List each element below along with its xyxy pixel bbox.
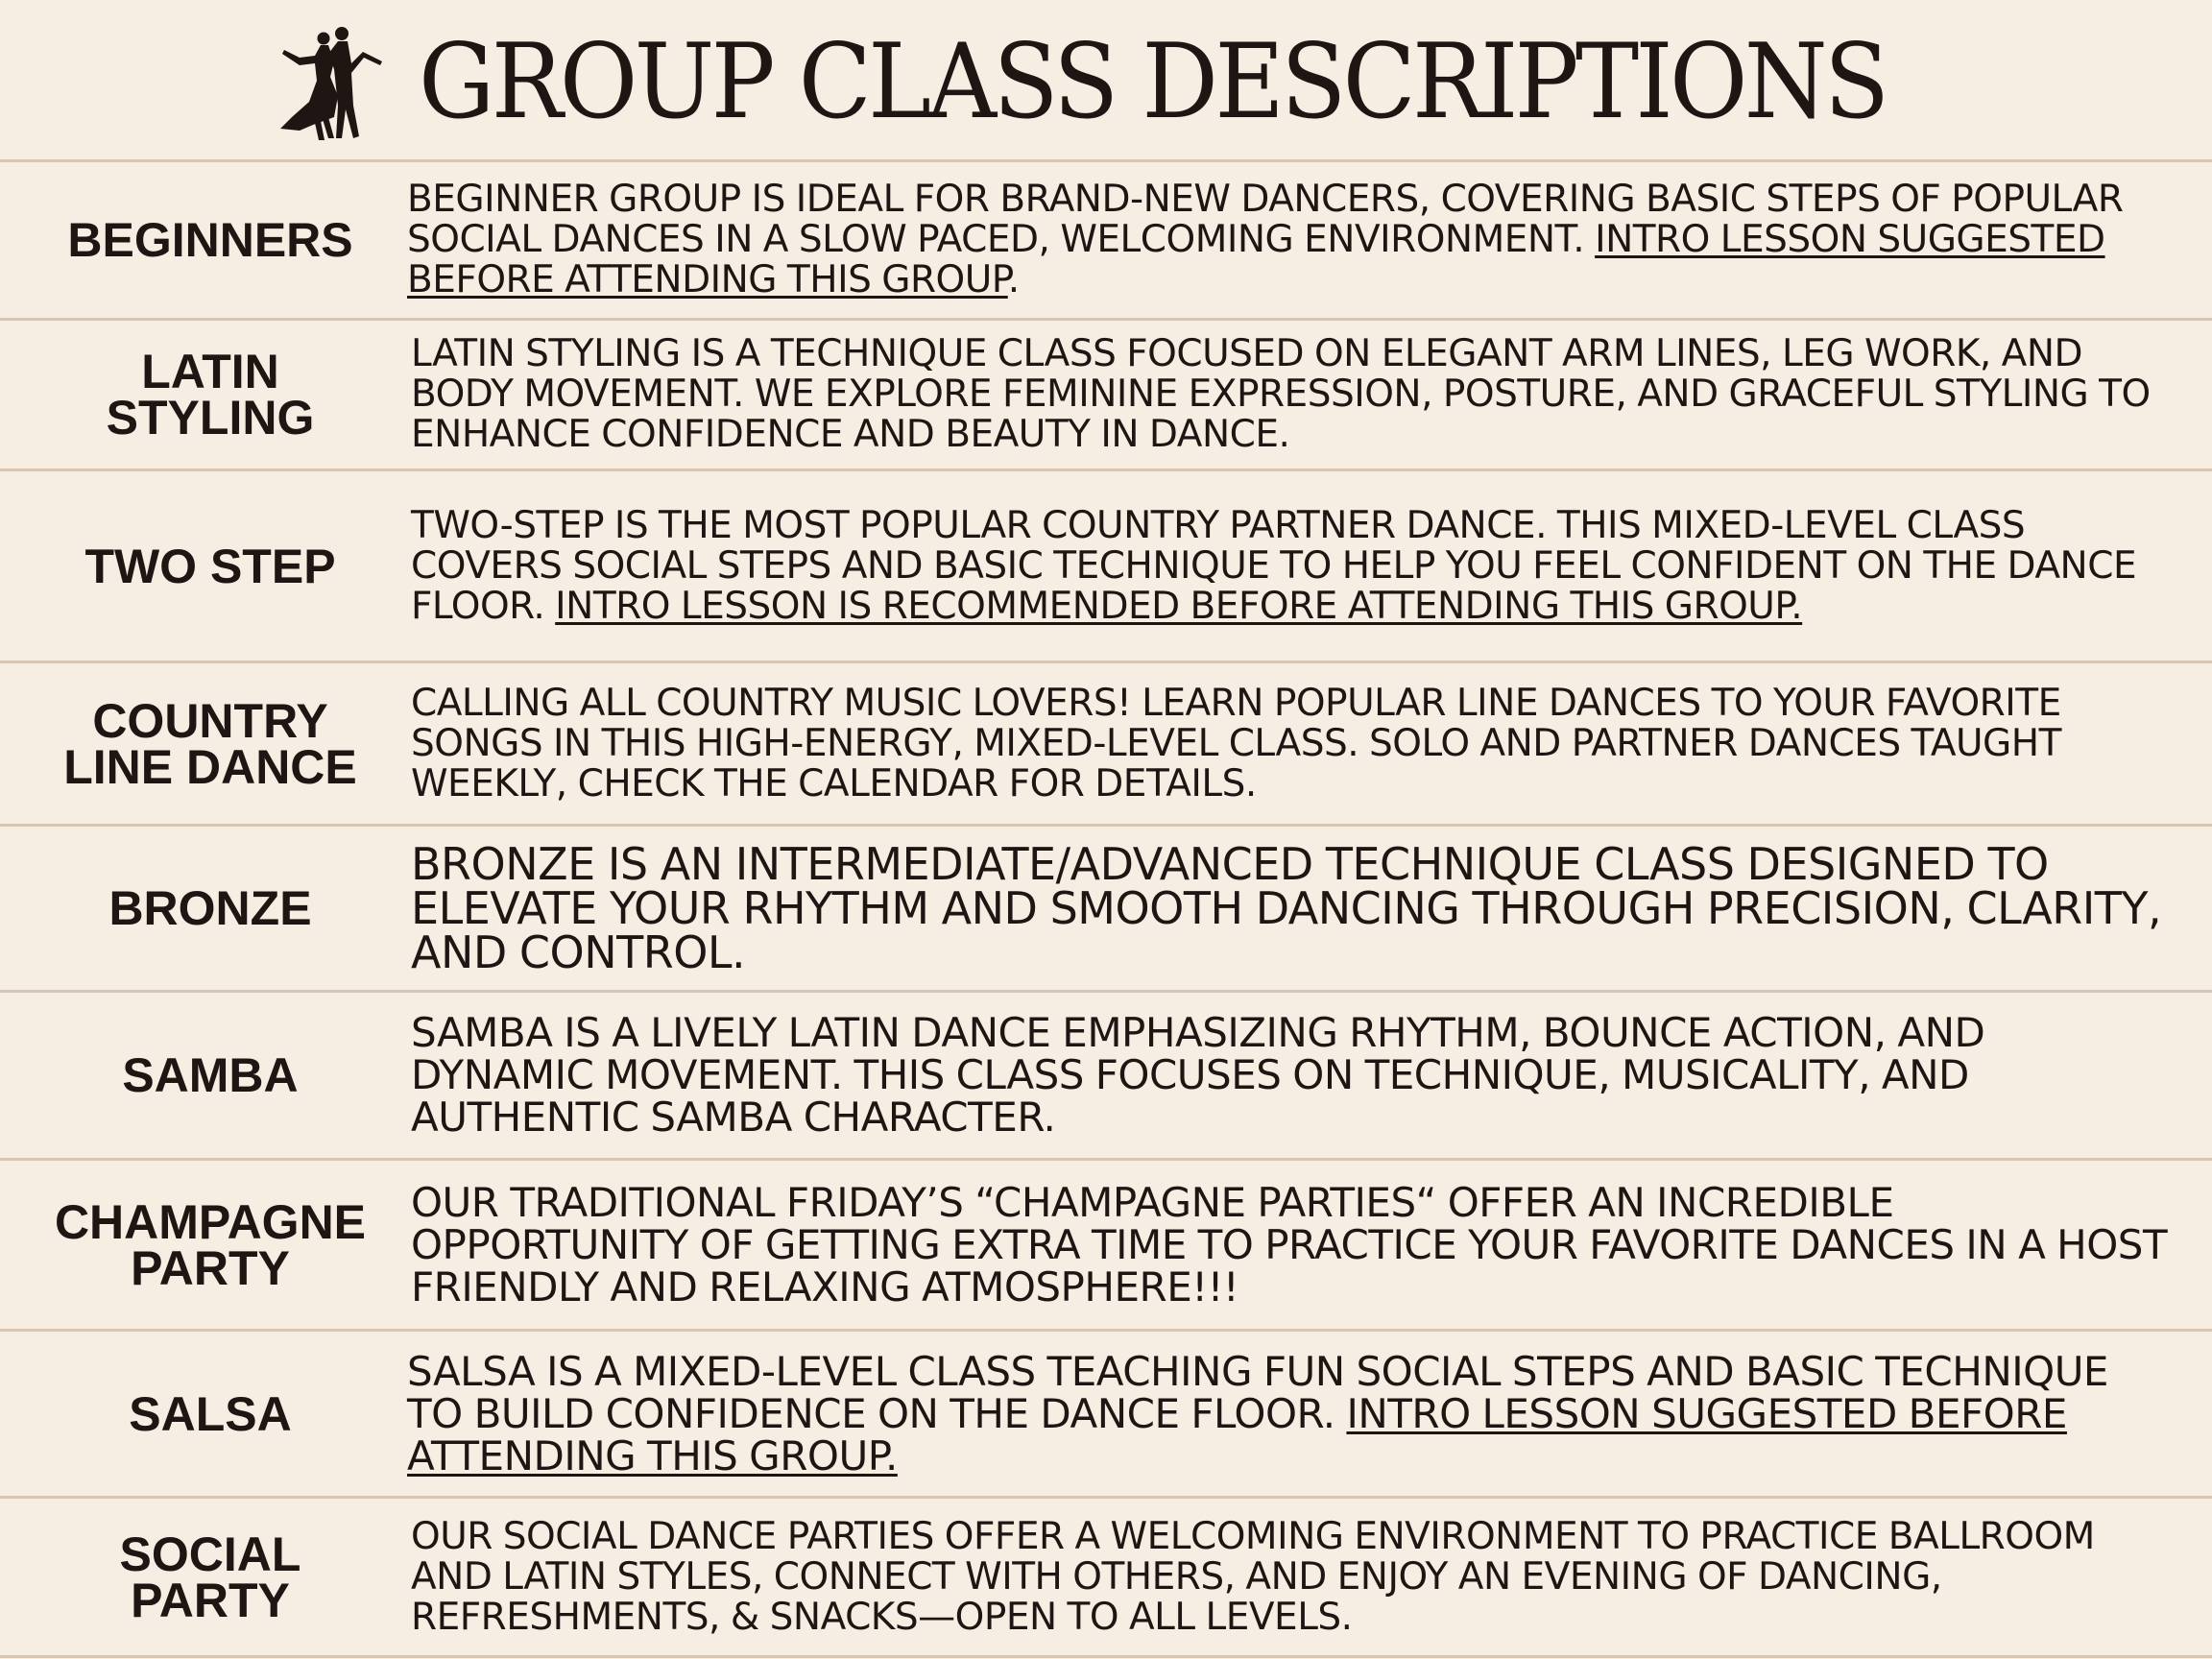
class-name-line: SALSA: [129, 1386, 292, 1441]
class-name: [10, 1332, 411, 1496]
class-description: [411, 663, 2174, 824]
class-description-text: [411, 503, 2174, 628]
class-description: [411, 993, 2174, 1158]
class-name: [10, 1161, 411, 1329]
description-body: SALSA IS A MIXED-LEVEL CLASS TEACHING FUN SOCIAL STEPS AND BASIC TECHNIQUE TO BUILD CONFIDENCE ON THE DANCE FLOOR.: [407, 1347, 2108, 1437]
class-row-two-step: [0, 471, 2212, 661]
class-description-text: OUR SOCIAL DANCE PARTIES OFFER A WELCOMING ENVIRONMENT TO PRACTICE BALLROOM AND LATIN STYLES, CONNECT WITH OTHERS, AND ENJOY AN EVENING OF DANCING, REFRESHMENTS, & SNACKS—OPEN TO ALL LEVELS.: [411, 1515, 2095, 1639]
class-name-line: SOCIAL: [119, 1527, 301, 1581]
class-row-social-party: [0, 1499, 2212, 1656]
class-description-text: [407, 1347, 2170, 1479]
class-name-line: TWO STEP: [84, 539, 336, 593]
class-description: [411, 321, 2174, 469]
class-name: [10, 827, 411, 990]
class-name-line: STYLING: [106, 391, 315, 445]
class-name-line: PARTY: [131, 1240, 290, 1295]
class-description: [411, 471, 2174, 661]
class-name: [10, 321, 411, 469]
class-name-line: LATIN: [141, 345, 279, 398]
description-body: BEGINNER GROUP IS IDEAL FOR BRAND-NEW DANCERS, COVERING BASIC STEPS OF POPULAR SOCIAL DANCES IN A SLOW PACED, WELCOMING ENVIRONMENT.: [407, 178, 2124, 261]
class-name: [10, 1499, 411, 1656]
class-name-line: BEGINNERS: [67, 213, 353, 267]
class-description: [411, 827, 2174, 990]
class-name-line: PARTY: [131, 1574, 290, 1627]
class-row-beginners: [0, 162, 2212, 318]
class-name: [10, 993, 411, 1158]
description-body: TWO-STEP IS THE MOST POPULAR COUNTRY PARTNER DANCE. THIS MIXED-LEVEL CLASS COVERS SOCIAL STEPS AND BASIC TECHNIQUE TO HELP YOU FEEL CONFIDENT ON THE DANCE FLOOR.: [411, 503, 2137, 628]
class-row-bronze: [0, 827, 2212, 990]
class-name-line: LINE DANCE: [63, 739, 357, 794]
class-name-line: CHAMPAGNE: [54, 1194, 367, 1249]
divider: [0, 1655, 2212, 1658]
class-description-text: LATIN STYLING IS A TECHNIQUE CLASS FOCUSED ON ELEGANT ARM LINES, LEG WORK, AND BODY MOVEMENT. WE EXPLORE FEMININE EXPRESSION, POSTURE, AND GRACEFUL STYLING TO ENHANCE CONFIDENCE AND BEAUTY IN DANCE.: [411, 332, 2151, 456]
page-title: GROUP CLASS DESCRIPTIONS: [419, 22, 1887, 142]
class-row-country-line-dance: [0, 663, 2212, 824]
class-description: [407, 1332, 2170, 1496]
class-description: [407, 162, 2170, 318]
intro-lesson-note: INTRO LESSON IS RECOMMENDED BEFORE ATTENDING THIS GROUP.: [555, 584, 1803, 628]
class-description: [411, 1161, 2174, 1329]
class-name: [10, 663, 411, 824]
class-name-line: COUNTRY: [92, 693, 328, 748]
class-description-text: [407, 180, 2170, 301]
class-row-samba: [0, 993, 2212, 1158]
class-description: [411, 1499, 2174, 1656]
intro-lesson-note: INTRO LESSON SUGGESTED BEFORE ATTENDING THIS GROUP: [407, 218, 2105, 301]
class-name: [10, 162, 411, 318]
class-description-text: BRONZE IS AN INTERMEDIATE/ADVANCED TECHNIQUE CLASS DESIGNED TO ELEVATE YOUR RHYTHM AND SMOOTH DANCING THROUGH PRECISION, CLARITY, AND CONTROL.: [411, 838, 2162, 978]
class-name-line: SAMBA: [122, 1048, 299, 1102]
class-description-text: CALLING ALL COUNTRY MUSIC LOVERS! LEARN POPULAR LINE DANCES TO YOUR FAVORITE SONGS IN THIS HIGH-ENERGY, MIXED-LEVEL CLASS. SOLO AND PARTNER DANCES TAUGHT WEEKLY, CHECK THE CALENDAR FOR DETAILS.: [411, 681, 2061, 805]
intro-lesson-note: INTRO LESSON SUGGESTED BEFORE ATTENDING THIS GROUP.: [407, 1389, 2067, 1479]
class-description-text: SAMBA IS A LIVELY LATIN DANCE EMPHASIZING RHYTHM, BOUNCE ACTION, AND DYNAMIC MOVEMENT. THIS CLASS FOCUSES ON TECHNIQUE, MUSICALITY, AND AUTHENTIC SAMBA CHARACTER.: [411, 1009, 1985, 1141]
class-row-latin-styling: [0, 321, 2212, 469]
class-description-text: OUR TRADITIONAL FRIDAY’S “CHAMPAGNE PARTIES“ OFFER AN INCREDIBLE OPPORTUNITY OF GETTING EXTRA TIME TO PRACTICE YOUR FAVORITE DANCES IN A HOST FRIENDLY AND RELAXING ATMOSPHERE!!!: [411, 1178, 2168, 1310]
class-name: [10, 471, 411, 661]
description-suffix: .: [1007, 258, 1020, 301]
class-row-champagne-party: [0, 1161, 2212, 1329]
class-name-line: BRONZE: [108, 881, 312, 935]
class-row-salsa: [0, 1332, 2212, 1496]
ballroom-dancers-icon: [271, 25, 384, 140]
page-header: [0, 0, 2212, 161]
